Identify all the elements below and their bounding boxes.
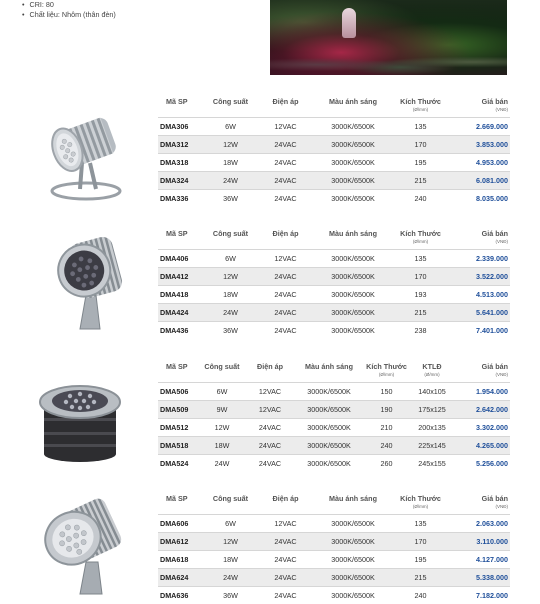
product-section-dma6 — [0, 492, 540, 600]
cell-price: 1.954.000 — [455, 383, 510, 401]
cell-code: DMA636 — [158, 587, 203, 604]
product-section-dma3 — [0, 95, 540, 205]
cell-code: DMA318 — [158, 154, 203, 172]
cell-size: 215 — [393, 172, 448, 190]
cell-price: 7.182.000 — [448, 587, 510, 604]
header-price: Giá bán (VNĐ) — [448, 229, 510, 250]
header-size: Kích Thước (Ø/mm) — [364, 362, 409, 383]
header-size: Kích Thước (Ø/mm) — [393, 97, 448, 118]
cell-power: 12W — [203, 268, 258, 286]
header-price: Giá bán (VNĐ) — [448, 97, 510, 118]
table-header-row — [158, 97, 510, 118]
cell-code: DMA306 — [158, 118, 203, 136]
cell-power: 36W — [203, 190, 258, 208]
table-row — [158, 268, 510, 286]
table-header-row — [158, 229, 510, 250]
cell-color: 3000K/6500K — [313, 190, 393, 208]
cell-code: DMA624 — [158, 569, 203, 587]
cell-voltage: 24VAC — [258, 551, 313, 569]
cell-color: 3000K/6500K — [313, 304, 393, 322]
header-color: Màu ánh sáng — [294, 362, 364, 383]
cell-color: 3000K/6500K — [313, 551, 393, 569]
cell-code: DMA509 — [158, 401, 198, 419]
cell-color: 3000K/6500K — [294, 455, 364, 473]
header-code: Mã SP — [158, 229, 203, 250]
header-price: Giá bán (VNĐ) — [448, 494, 510, 515]
table-row — [158, 172, 510, 190]
cell-power: 18W — [203, 286, 258, 304]
cell-voltage: 24VAC — [258, 190, 313, 208]
table-header-row — [158, 362, 510, 383]
cell-size: 195 — [393, 154, 448, 172]
table-row — [158, 437, 510, 455]
product-image-dma3 — [38, 103, 133, 203]
cell-color: 3000K/6500K — [313, 533, 393, 551]
header-voltage: Điện áp — [246, 362, 294, 383]
cell-price: 2.063.000 — [448, 515, 510, 533]
table-row — [158, 533, 510, 551]
cell-price: 8.035.000 — [448, 190, 510, 208]
cell-price: 3.110.000 — [448, 533, 510, 551]
cell-code: DMA412 — [158, 268, 203, 286]
cell-size: 260 — [364, 455, 409, 473]
cell-color: 3000K/6500K — [313, 515, 393, 533]
cell-power: 12W — [198, 419, 246, 437]
cell-size: 215 — [393, 304, 448, 322]
cell-power: 9W — [198, 401, 246, 419]
cell-size: 170 — [393, 533, 448, 551]
table-row — [158, 419, 510, 437]
cell-code: DMA324 — [158, 172, 203, 190]
cell-cutout: 140x105 — [409, 383, 455, 401]
cell-price: 5.641.000 — [448, 304, 510, 322]
cell-size: 135 — [393, 515, 448, 533]
table-row — [158, 569, 510, 587]
cell-code: DMA312 — [158, 136, 203, 154]
cell-color: 3000K/6500K — [313, 587, 393, 604]
cell-code: DMA336 — [158, 190, 203, 208]
cell-price: 3.853.000 — [448, 136, 510, 154]
cell-power: 36W — [203, 322, 258, 340]
garden-lighting-photo — [270, 0, 507, 75]
cell-cutout: 225x145 — [409, 437, 455, 455]
header-code: Mã SP — [158, 362, 198, 383]
cell-cutout: 175x125 — [409, 401, 455, 419]
product-table — [158, 229, 510, 339]
table-row — [158, 322, 510, 340]
cell-voltage: 24VAC — [258, 569, 313, 587]
header-size: Kích Thước (Ø/mm) — [393, 229, 448, 250]
header-voltage: Điện áp — [258, 494, 313, 515]
table-row — [158, 286, 510, 304]
cell-price: 3.302.000 — [455, 419, 510, 437]
cell-price: 2.642.000 — [455, 401, 510, 419]
cell-power: 18W — [203, 154, 258, 172]
cell-code: DMA436 — [158, 322, 203, 340]
cell-voltage: 12VAC — [258, 118, 313, 136]
cell-power: 24W — [198, 455, 246, 473]
cell-price: 2.339.000 — [448, 250, 510, 268]
cell-color: 3000K/6500K — [294, 383, 364, 401]
cell-color: 3000K/6500K — [313, 154, 393, 172]
product-image-dma5 — [34, 374, 126, 464]
cell-price: 2.669.000 — [448, 118, 510, 136]
cell-price: 4.513.000 — [448, 286, 510, 304]
cell-size: 135 — [393, 250, 448, 268]
cell-code: DMA612 — [158, 533, 203, 551]
cell-color: 3000K/6500K — [313, 250, 393, 268]
table-header-row — [158, 494, 510, 515]
cell-size: 170 — [393, 268, 448, 286]
cell-power: 6W — [198, 383, 246, 401]
cell-voltage: 24VAC — [258, 268, 313, 286]
cell-size: 150 — [364, 383, 409, 401]
header-size: Kích Thước (Ø/mm) — [393, 494, 448, 515]
cell-color: 3000K/6500K — [313, 118, 393, 136]
cell-color: 3000K/6500K — [313, 268, 393, 286]
header-color: Màu ánh sáng — [313, 494, 393, 515]
product-image-dma6 — [36, 492, 132, 598]
header-power: Công suất — [203, 494, 258, 515]
cell-voltage: 12VAC — [246, 401, 294, 419]
cell-voltage: 24VAC — [258, 154, 313, 172]
cell-voltage: 24VAC — [258, 587, 313, 604]
cell-voltage: 24VAC — [258, 136, 313, 154]
cell-voltage: 24VAC — [246, 455, 294, 473]
product-section-dma4 — [0, 227, 540, 337]
table-row — [158, 118, 510, 136]
cell-code: DMA406 — [158, 250, 203, 268]
product-image-dma4 — [52, 229, 132, 334]
cell-price: 4.265.000 — [455, 437, 510, 455]
cell-size: 170 — [393, 136, 448, 154]
cell-power: 18W — [203, 551, 258, 569]
cell-code: DMA506 — [158, 383, 198, 401]
cell-power: 18W — [198, 437, 246, 455]
cell-size: 240 — [393, 190, 448, 208]
product-table — [158, 494, 510, 604]
cell-power: 12W — [203, 136, 258, 154]
table-row — [158, 304, 510, 322]
header-voltage: Điện áp — [258, 229, 313, 250]
header-price: Giá bán (VNĐ) — [455, 362, 510, 383]
cell-price: 3.522.000 — [448, 268, 510, 286]
cell-power: 36W — [203, 587, 258, 604]
cell-size: 195 — [393, 551, 448, 569]
table-row — [158, 250, 510, 268]
cell-price: 4.953.000 — [448, 154, 510, 172]
cell-power: 24W — [203, 569, 258, 587]
cell-price: 7.401.000 — [448, 322, 510, 340]
cell-size: 135 — [393, 118, 448, 136]
cell-cutout: 200x135 — [409, 419, 455, 437]
cell-power: 6W — [203, 515, 258, 533]
cell-size: 210 — [364, 419, 409, 437]
header-code: Mã SP — [158, 494, 203, 515]
spec-cri: • CRI: 80 — [22, 0, 116, 10]
cell-size: 193 — [393, 286, 448, 304]
table-row — [158, 136, 510, 154]
cell-code: DMA418 — [158, 286, 203, 304]
cell-color: 3000K/6500K — [294, 437, 364, 455]
table-row — [158, 455, 510, 473]
cell-color: 3000K/6500K — [294, 401, 364, 419]
cell-power: 24W — [203, 172, 258, 190]
spec-list — [22, 0, 116, 20]
header-power: Công suất — [198, 362, 246, 383]
cell-color: 3000K/6500K — [313, 136, 393, 154]
cell-size: 190 — [364, 401, 409, 419]
cell-price: 5.256.000 — [455, 455, 510, 473]
cell-power: 12W — [203, 533, 258, 551]
product-table — [158, 362, 510, 472]
cell-color: 3000K/6500K — [313, 569, 393, 587]
table-row — [158, 587, 510, 604]
table-row — [158, 190, 510, 208]
header-power: Công suất — [203, 229, 258, 250]
cell-voltage: 24VAC — [258, 286, 313, 304]
table-row — [158, 154, 510, 172]
cell-power: 24W — [203, 304, 258, 322]
cell-price: 4.127.000 — [448, 551, 510, 569]
cell-voltage: 24VAC — [258, 304, 313, 322]
spec-material: • Chất liệu: Nhôm (thân đèn) — [22, 10, 116, 20]
cell-size: 215 — [393, 569, 448, 587]
cell-voltage: 12VAC — [258, 515, 313, 533]
cell-code: DMA512 — [158, 419, 198, 437]
table-row — [158, 383, 510, 401]
garden-stones — [270, 49, 507, 75]
statue-figure — [342, 8, 356, 38]
cell-price: 6.081.000 — [448, 172, 510, 190]
header-color: Màu ánh sáng — [313, 229, 393, 250]
header-color: Màu ánh sáng — [313, 97, 393, 118]
cell-color: 3000K/6500K — [313, 172, 393, 190]
table-row — [158, 401, 510, 419]
table-row — [158, 551, 510, 569]
product-table — [158, 97, 510, 207]
cell-voltage: 24VAC — [258, 172, 313, 190]
cell-code: DMA518 — [158, 437, 198, 455]
cell-code: DMA524 — [158, 455, 198, 473]
cell-color: 3000K/6500K — [313, 286, 393, 304]
header-cutout: KTLĐ (Ø/mm) — [409, 362, 455, 383]
cell-color: 3000K/6500K — [313, 322, 393, 340]
cell-voltage: 24VAC — [258, 533, 313, 551]
cell-size: 240 — [393, 587, 448, 604]
header-code: Mã SP — [158, 97, 203, 118]
cell-voltage: 12VAC — [258, 250, 313, 268]
cell-size: 240 — [364, 437, 409, 455]
cell-size: 238 — [393, 322, 448, 340]
header-voltage: Điện áp — [258, 97, 313, 118]
cell-price: 5.338.000 — [448, 569, 510, 587]
cell-color: 3000K/6500K — [294, 419, 364, 437]
cell-code: DMA424 — [158, 304, 203, 322]
header-power: Công suất — [203, 97, 258, 118]
cell-code: DMA606 — [158, 515, 203, 533]
cell-power: 6W — [203, 118, 258, 136]
cell-code: DMA618 — [158, 551, 203, 569]
table-row — [158, 515, 510, 533]
cell-voltage: 12VAC — [246, 383, 294, 401]
cell-voltage: 24VAC — [246, 419, 294, 437]
cell-power: 6W — [203, 250, 258, 268]
cell-voltage: 24VAC — [246, 437, 294, 455]
cell-cutout: 245x155 — [409, 455, 455, 473]
product-section-dma5 — [0, 360, 540, 470]
cell-voltage: 24VAC — [258, 322, 313, 340]
